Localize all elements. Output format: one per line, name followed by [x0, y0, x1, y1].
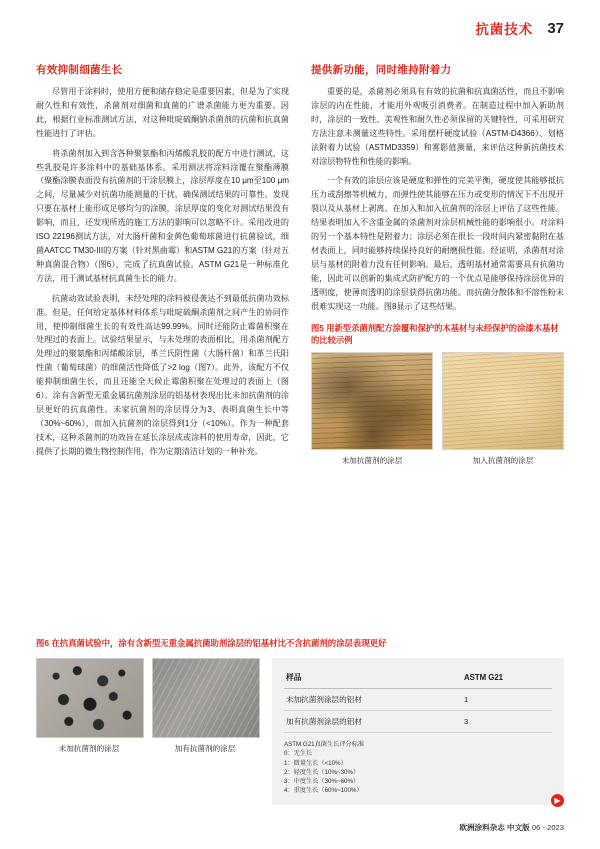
figure6-table — [284, 668, 552, 733]
figure6-note-line-1: 1：微量生长（<10%） — [284, 759, 347, 767]
treated-aluminum-sample — [152, 658, 260, 738]
page-number: 37 — [547, 19, 564, 37]
next-page-arrow-icon[interactable]: ▶ — [551, 794, 564, 807]
figure6-caption: 图6 在抗真菌试验中，涂有含新型无重金属抗菌助剂涂层的铝基材比不含抗菌剂的涂层表现更好 — [36, 638, 387, 648]
right-column — [311, 62, 564, 466]
table-cell-sample-1: 未加抗菌剂涂层的铝材 — [284, 689, 462, 711]
figure6-body — [36, 658, 564, 805]
figure6-note-line-2: 2：轻度生长（10%~30%） — [284, 768, 360, 776]
left-paragraph-3: 抗菌动效试验表明，未经处理的涂料被侵袭达不到最低抗菌功效标准。但是，任何给定基体材料体系与吡啶硫酮杀菌剂之间产生的协同作用，使抑制细菌生长的有效性高达99.99%。同时还能防止霉菌积聚在处理过的表面上。试验结果显示，与未处理的表面相比，用杀菌剂配方处理过的聚氨酯和丙烯酸涂层，革兰氏阴性菌（大肠杆菌）和革兰氏阳性菌（葡萄球菌）的细菌活性降低了>2 log（图7）。此外，该配方不仅能抑制细菌生长，而且还能全天候止霉菌积聚在处理过的表面上（图6）。涂有含新型无重金属抗菌剂涂层的铝基材表现出比未加抗菌剂的涂层更好的抗真菌性。未家抗菌剂的涂层得分为3、表明真菌生长中等（30%~60%），而加入抗菌剂的涂层得到1分（<10%）。作为一种配套技术，这种杀菌剂的功效旨在延长涂层成或涂料的使用寿命，因此，它提供了长期的微生物控制作用，作为定期清洁计划的一种补充。 — [36, 293, 289, 456]
table-cell-score-1: 1 — [462, 689, 552, 711]
figure6-note-line-4: 4：重度生长（60%~100%） — [284, 787, 363, 795]
untreated-wood-sample — [311, 352, 433, 450]
table-cell-score-2: 3 — [462, 711, 552, 733]
figure6-photos — [36, 658, 258, 754]
left-section-title: 有效抑制细菌生长 — [36, 64, 123, 76]
figure6-cell-untreated — [36, 658, 142, 754]
page-footer — [459, 822, 564, 833]
article-columns — [36, 62, 564, 466]
figure6-cell-treated — [152, 658, 258, 754]
left-paragraph-2: 将杀菌剂加入到含各种聚氨酯和丙烯酸乳胶的配方中进行测试，这些乳胶是许多涂料中的基础基体系。采用测法将涂料涂覆在聚酯薄膜（聚酯涂膜表面没有抗菌剂的干涂层膜上，涂层厚度在10 μm至100 μm之间，尽量减少对抗菌功能测量的干扰，确保测试结果的可靠性。发现只要在基材上能形成足够均匀的涂膜，涂层厚度的变化对测试结果没有影响，而且，还发现所选的施工方法的影响可以忽略不计。采用改进的ISO 22196测试方法，对大肠杆菌和金黄色葡萄球菌进行抗菌验试，细菌AATCC TM30-III的方案（针对黑曲霉）和ASTM G21的方案（针对五种真菌混合物）（图6），完成了抗真菌试验。ASTM G21是一种标准化方法，用于测试基材抗真菌生长的能力。 — [36, 148, 289, 283]
table-header-score: ASTM G21 — [462, 668, 552, 689]
page-header — [475, 18, 564, 38]
figure6-note — [284, 740, 552, 796]
right-paragraph-2: 一个有效的涂层应该是硬度和弹性的完美平衡，硬度使其能够抵抗压力或刮擦等机械力，而弹性使其能够在压力或变形的情况下不出现开裂以及从基材上剥离。在加入和加入抗菌剂的涂层上评估了这些性能。结果表明加入不含重金属的杀菌剂对涂层机械性能的影响很小。对涂料的另一个基本特性是附着力；涂层必须在很长一段时间内紧密黏附在基材表面上，同时能够持续保持良好的耐磨损性能。经证明，杀菌剂对涂层与基材的附着力没有任何影响。最后，透明基材通常需要具有抗菌功能，因此可以创新的集成式防护配方的一个优点是能够保持涂层优异的透明度，使薄而透明的涂层获得抗菌功能。而抗菌分散体和不溶性粉末很难实现这一功能。图8显示了这些结果。 — [311, 176, 564, 311]
footer-brand: 欧洲涂料杂志 中文版 — [459, 823, 530, 832]
table-header-row — [284, 668, 552, 689]
treated-wood-label: 加入抗菌剂的涂层 — [472, 456, 534, 466]
figure5-labels — [311, 455, 564, 466]
table-cell-sample-2: 加有抗菌剂涂层的铝材 — [284, 711, 462, 733]
figure6-note-line-0: 0：无生长 — [284, 750, 313, 758]
table-row — [284, 711, 552, 733]
treated-wood-sample — [442, 352, 564, 450]
table-row — [284, 689, 552, 711]
untreated-aluminum-sample — [36, 658, 144, 738]
figure6-note-line-3: 3：中度生长（30%~60%） — [284, 778, 360, 786]
footer-issue: 06 - 2023 — [531, 823, 564, 832]
header-title: 抗菌技术 — [475, 22, 534, 37]
untreated-aluminum-label: 未加抗菌剂的涂层 — [58, 744, 120, 753]
left-paragraph-1: 尽管用于涂料时，使用方便和储存稳定是重要因素，但是为了实现耐久性和有效性，杀菌剂对细菌和真菌的广谱杀菌能力更为重要。因此，根据行业标准测试方法，对这种吡啶硫酮钠杀菌剂的抗菌和抗真菌性能进行了评估。 — [36, 87, 289, 138]
treated-aluminum-label: 加有抗菌剂的涂层 — [174, 744, 236, 753]
figure6-table-wrapper — [272, 658, 564, 805]
figure6-block — [36, 637, 564, 805]
figure5-images — [311, 352, 564, 450]
figure5-caption: 图5 用新型杀菌剂配方涂覆和保护的木基材与未经保护的涂漆木基材的比较示例 — [311, 322, 559, 345]
right-section-title: 提供新功能，同时维持附着力 — [311, 64, 452, 76]
table-header-sample: 样品 — [284, 668, 462, 689]
right-paragraph-1: 重要的是，杀菌剂必须具有有效的抗菌和抗真菌活性，而且不影响涂层的内在性能，才能用外观吸引消费者。在制造过程中加入新助剂时，涂层的一致性、美观性和耐久性必须保留的关键特性，可采用研究方法注意未测量这些特性。采用摆杆硬度试验（ASTM-D4366）、划格法附着力试验（ASTMD3359）和雾影值测量，来评估这种新抗菌技术对涂层物特性和性能的影响。 — [311, 87, 564, 166]
left-column — [36, 62, 289, 466]
figure6-note-title: ASTM G21真菌生长评分标准 — [284, 741, 365, 748]
untreated-wood-label: 未加抗菌剂的涂层 — [341, 456, 403, 466]
